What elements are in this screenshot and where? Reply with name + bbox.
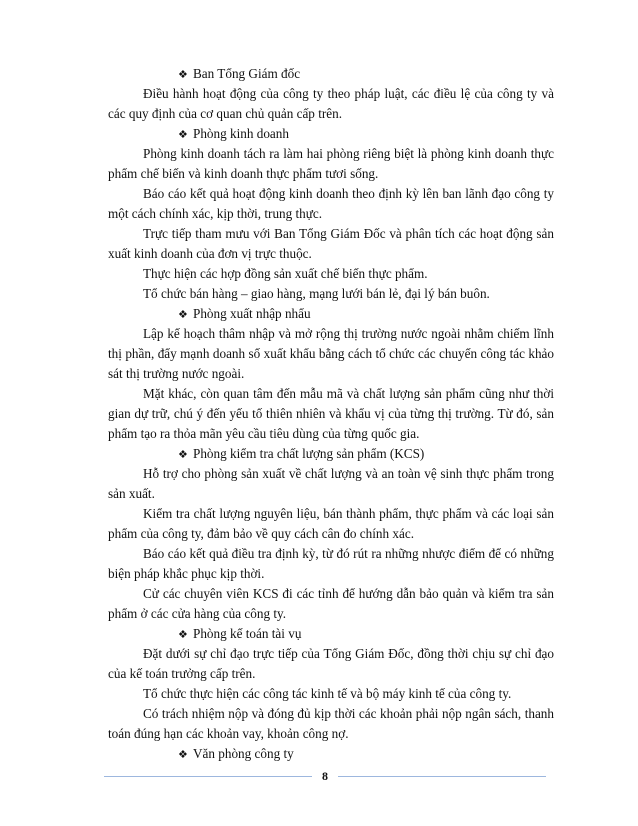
paragraph: Phòng kinh doanh tách ra làm hai phòng riêng biệt là phòng kinh doanh thực phẩm chế biến và kinh doanh thực phẩm tươi sống. (108, 146, 554, 181)
section-heading (178, 124, 554, 144)
paragraph: Báo cáo kết quả điều tra định kỳ, từ đó rút ra những nhược điểm để có những biện pháp khắc phục kịp thời. (108, 546, 554, 581)
section-heading (178, 304, 554, 324)
section-heading-text: Phòng kế toán tài vụ (193, 626, 302, 641)
diamond-bullet-icon: ❖ (178, 309, 188, 321)
paragraph: Đặt dưới sự chỉ đạo trực tiếp của Tổng Giám Đốc, đồng thời chịu sự chỉ đạo của kế toán trưởng cấp trên. (108, 646, 554, 681)
paragraph: Có trách nhiệm nộp và đóng đủ kịp thời các khoản phải nộp ngân sách, thanh toán đúng hạn các khoản vay, khoản công nợ. (108, 706, 554, 741)
paragraph: Thực hiện các hợp đồng sản xuất chế biến thực phẩm. (143, 266, 428, 281)
paragraph: Điều hành hoạt động của công ty theo pháp luật, các điều lệ của công ty và các quy định của cơ quan chủ quản cấp trên. (108, 86, 554, 121)
section-heading (178, 744, 554, 764)
diamond-bullet-icon: ❖ (178, 69, 188, 81)
paragraph: Tổ chức bán hàng – giao hàng, mạng lưới bán lẻ, đại lý bán buôn. (143, 286, 490, 301)
section-heading-text: Văn phòng công ty (193, 746, 294, 761)
section-heading-text: Ban Tổng Giám đốc (193, 66, 301, 81)
section-heading-text: Phòng kiểm tra chất lượng sản phẩm (KCS) (193, 446, 425, 461)
paragraph: Hỗ trợ cho phòng sản xuất về chất lượng và an toàn vệ sinh thực phẩm trong sản xuất. (108, 466, 554, 501)
footer-rule-right (338, 776, 546, 777)
section-heading-text: Phòng kinh doanh (193, 126, 289, 141)
section-heading (178, 64, 554, 84)
section-heading (178, 624, 554, 644)
section-heading-text: Phòng xuất nhập nhẩu (193, 306, 311, 321)
document-body (108, 64, 554, 764)
page-number: 8 (322, 769, 328, 783)
paragraph: Trực tiếp tham mưu với Ban Tổng Giám Đốc và phân tích các hoạt động sản xuất kinh doanh của đơn vị trực thuộc. (108, 226, 554, 261)
footer-rule-left (104, 776, 312, 777)
diamond-bullet-icon: ❖ (178, 129, 188, 141)
paragraph: Kiểm tra chất lượng nguyên liệu, bán thành phẩm, thực phẩm và các loại sản phẩm của công ty, đảm bảo về quy cách cân đo chính xác. (108, 506, 554, 541)
paragraph: Tổ chức thực hiện các công tác kinh tế và bộ máy kinh tế của công ty. (143, 686, 512, 701)
paragraph: Mặt khác, còn quan tâm đến mẫu mã và chất lượng sản phẩm cũng như thời gian dự trữ, chú ý đến yếu tố thiên nhiên và khẩu vị của từng thị trường. Từ đó, sản phẩm tạo ra thỏa mãn yêu cầu tiêu dùng của từng quốc gia. (108, 386, 554, 441)
diamond-bullet-icon: ❖ (178, 749, 188, 761)
section-heading (178, 444, 554, 464)
paragraph: Lập kế hoạch thâm nhập và mở rộng thị trường nước ngoài nhằm chiếm lĩnh thị phần, đẩy mạnh doanh số xuất khẩu bằng cách tổ chức các chuyến công tác khảo sát thị trường nước ngoài. (108, 326, 554, 381)
paragraph: Báo cáo kết quả hoạt động kinh doanh theo định kỳ lên ban lãnh đạo công ty một cách chính xác, kịp thời, trung thực. (108, 186, 554, 221)
diamond-bullet-icon: ❖ (178, 629, 188, 641)
diamond-bullet-icon: ❖ (178, 449, 188, 461)
paragraph: Cử các chuyên viên KCS đi các tỉnh để hướng dẫn bảo quản và kiểm tra sản phẩm ở các cửa hàng của công ty. (108, 586, 554, 621)
